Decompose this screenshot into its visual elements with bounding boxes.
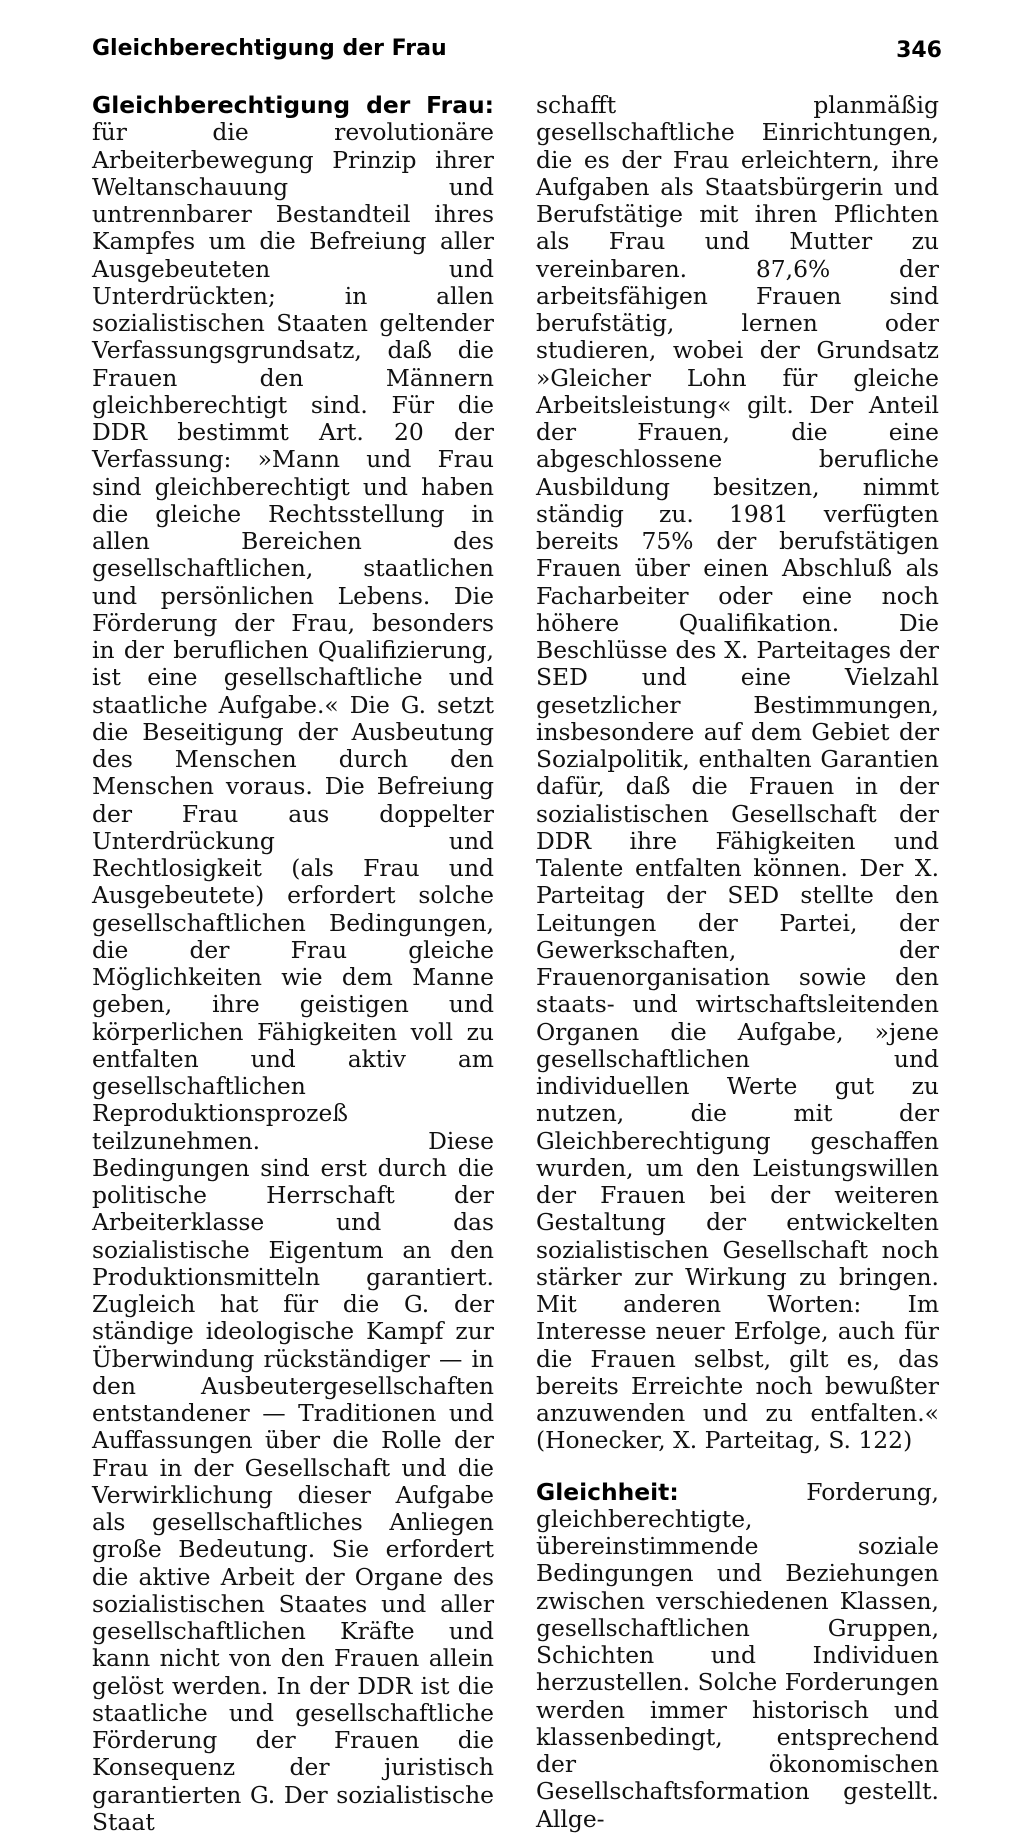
entry-gleichberechtigung [92, 92, 494, 1836]
left-column [92, 92, 494, 1836]
running-header: Gleichberechtigung der Frau [92, 36, 447, 61]
entry-gleichheit [536, 1479, 939, 1833]
entry-text: Forderung, gleichberechtigte, übereinstimmende soziale Bedingungen und Beziehungen zwischen verschiedenen Klassen, gesellschaftlichen Gruppen, Schichten und Individuen herzustellen. Solche Forderungen werden immer historisch und klassenbedingt, entsprechend der ökonomischen Gesellschaftsformation gestellt. Allge- [536, 1477, 939, 1833]
entry-text: für die revolutionäre Arbeiterbewegung Prinzip ihrer Weltanschauung und untrennbarer Bestandteil ihres Kampfes um die Befreiung aller Ausgebeuteten und Unterdrückten; in allen sozialistischen Staaten geltender Verfassungsgrundsatz, daß die Frauen den Männern gleichberechtigt sind. Für die DDR bestimmt Art. 20 der Verfassung: »Mann und Frau sind gleichberechtigt und haben die gleiche Rechtsstellung in allen Bereichen des gesellschaftlichen, staatlichen und persönlichen Lebens. Die Förderung der Frau, besonders in der beruflichen Qualifizierung, ist eine gesellschaftliche und staatliche Aufgabe.« Die G. setzt die Beseitigung der Ausbeutung des Menschen durch den Menschen voraus. Die Befreiung der Frau aus doppelter Unterdrückung und Rechtlosigkeit (als Frau und Ausgebeutete) erfordert solche gesellschaftlichen Bedingungen, die der Frau gleiche Möglichkeiten wie dem Manne geben, ihre geistigen und körperlichen Fähigkeiten voll zu entfalten und aktiv am gesellschaftlichen Reproduktionsprozeß teilzunehmen. Diese Bedingungen sind erst durch die politische Herrschaft der Arbeiterklasse und das sozialistische Eigentum an den Produktionsmitteln garantiert. Zugleich hat für die G. der ständige ideologische Kampf zur Überwindung rückständiger — in den Ausbeutergesellschaften entstandener — Traditionen und Auffassungen über die Rolle der Frau in der Gesellschaft und die Verwirklichung dieser Aufgabe als gesellschaftliches Anliegen große Bedeutung. Sie erfordert die aktive Arbeit der Organe des sozialistischen Staates und aller gesellschaftlichen Kräfte und kann nicht von den Frauen allein gelöst werden. In der DDR ist die staatliche und gesellschaftliche Förderung der Frauen die Konsequenz der juristisch garantierten G. Der sozialistische Staat [92, 118, 494, 1836]
entry-headword: Gleichberechtigung der Frau: [92, 91, 494, 119]
entry-text-continued: schafft planmäßig gesellschaftliche Einrichtungen, die es der Frau erleichtern, ihre Aufgaben als Staatsbürgerin und Berufstätige mit ihren Pflichten als Frau und Mutter zu vereinbaren. 87,6% der arbeitsfähigen Frauen sind berufstätig, lernen oder studieren, wobei der Grundsatz »Gleicher Lohn für gleiche Arbeitsleistung« gilt. Der Anteil der Frauen, die eine abgeschlossene berufliche Ausbildung besitzen, nimmt ständig zu. 1981 verfügten bereits 75% der berufstätigen Frauen über einen Abschluß als Facharbeiter oder eine noch höhere Qualifikation. Die Beschlüsse des X. Parteitages der SED und eine Vielzahl gesetzlicher Bestimmungen, insbesondere auf dem Gebiet der Sozialpolitik, enthalten Garantien dafür, daß die Frauen in der sozialistischen Gesellschaft der DDR ihre Fähigkeiten und Talente entfalten können. Der X. Parteitag der SED stellte den Leitungen der Partei, der Gewerkschaften, der Frauenorganisation sowie den staats- und wirtschaftsleitenden Organen die Aufgabe, »jene gesellschaftlichen und individuellen Werte gut zu nutzen, die mit der Gleichberechtigung geschaffen wurden, um den Leistungswillen der Frauen bei der weiteren Gestaltung der entwickelten sozialistischen Gesellschaft noch stärker zur Wirkung zu bringen. Mit anderen Worten: Im Interesse neuer Erfolge, auch für die Frauen selbst, gilt es, das bereits Erreichte noch bewußter anzuwenden und zu entfalten.« (Honecker, X. Parteitag, S. 122) [536, 91, 939, 1455]
entry-headword: Gleichheit: [536, 1477, 679, 1506]
page-number: 346 [896, 38, 942, 63]
entry-gleichberechtigung-continued [536, 92, 939, 1455]
right-column [536, 92, 939, 1833]
